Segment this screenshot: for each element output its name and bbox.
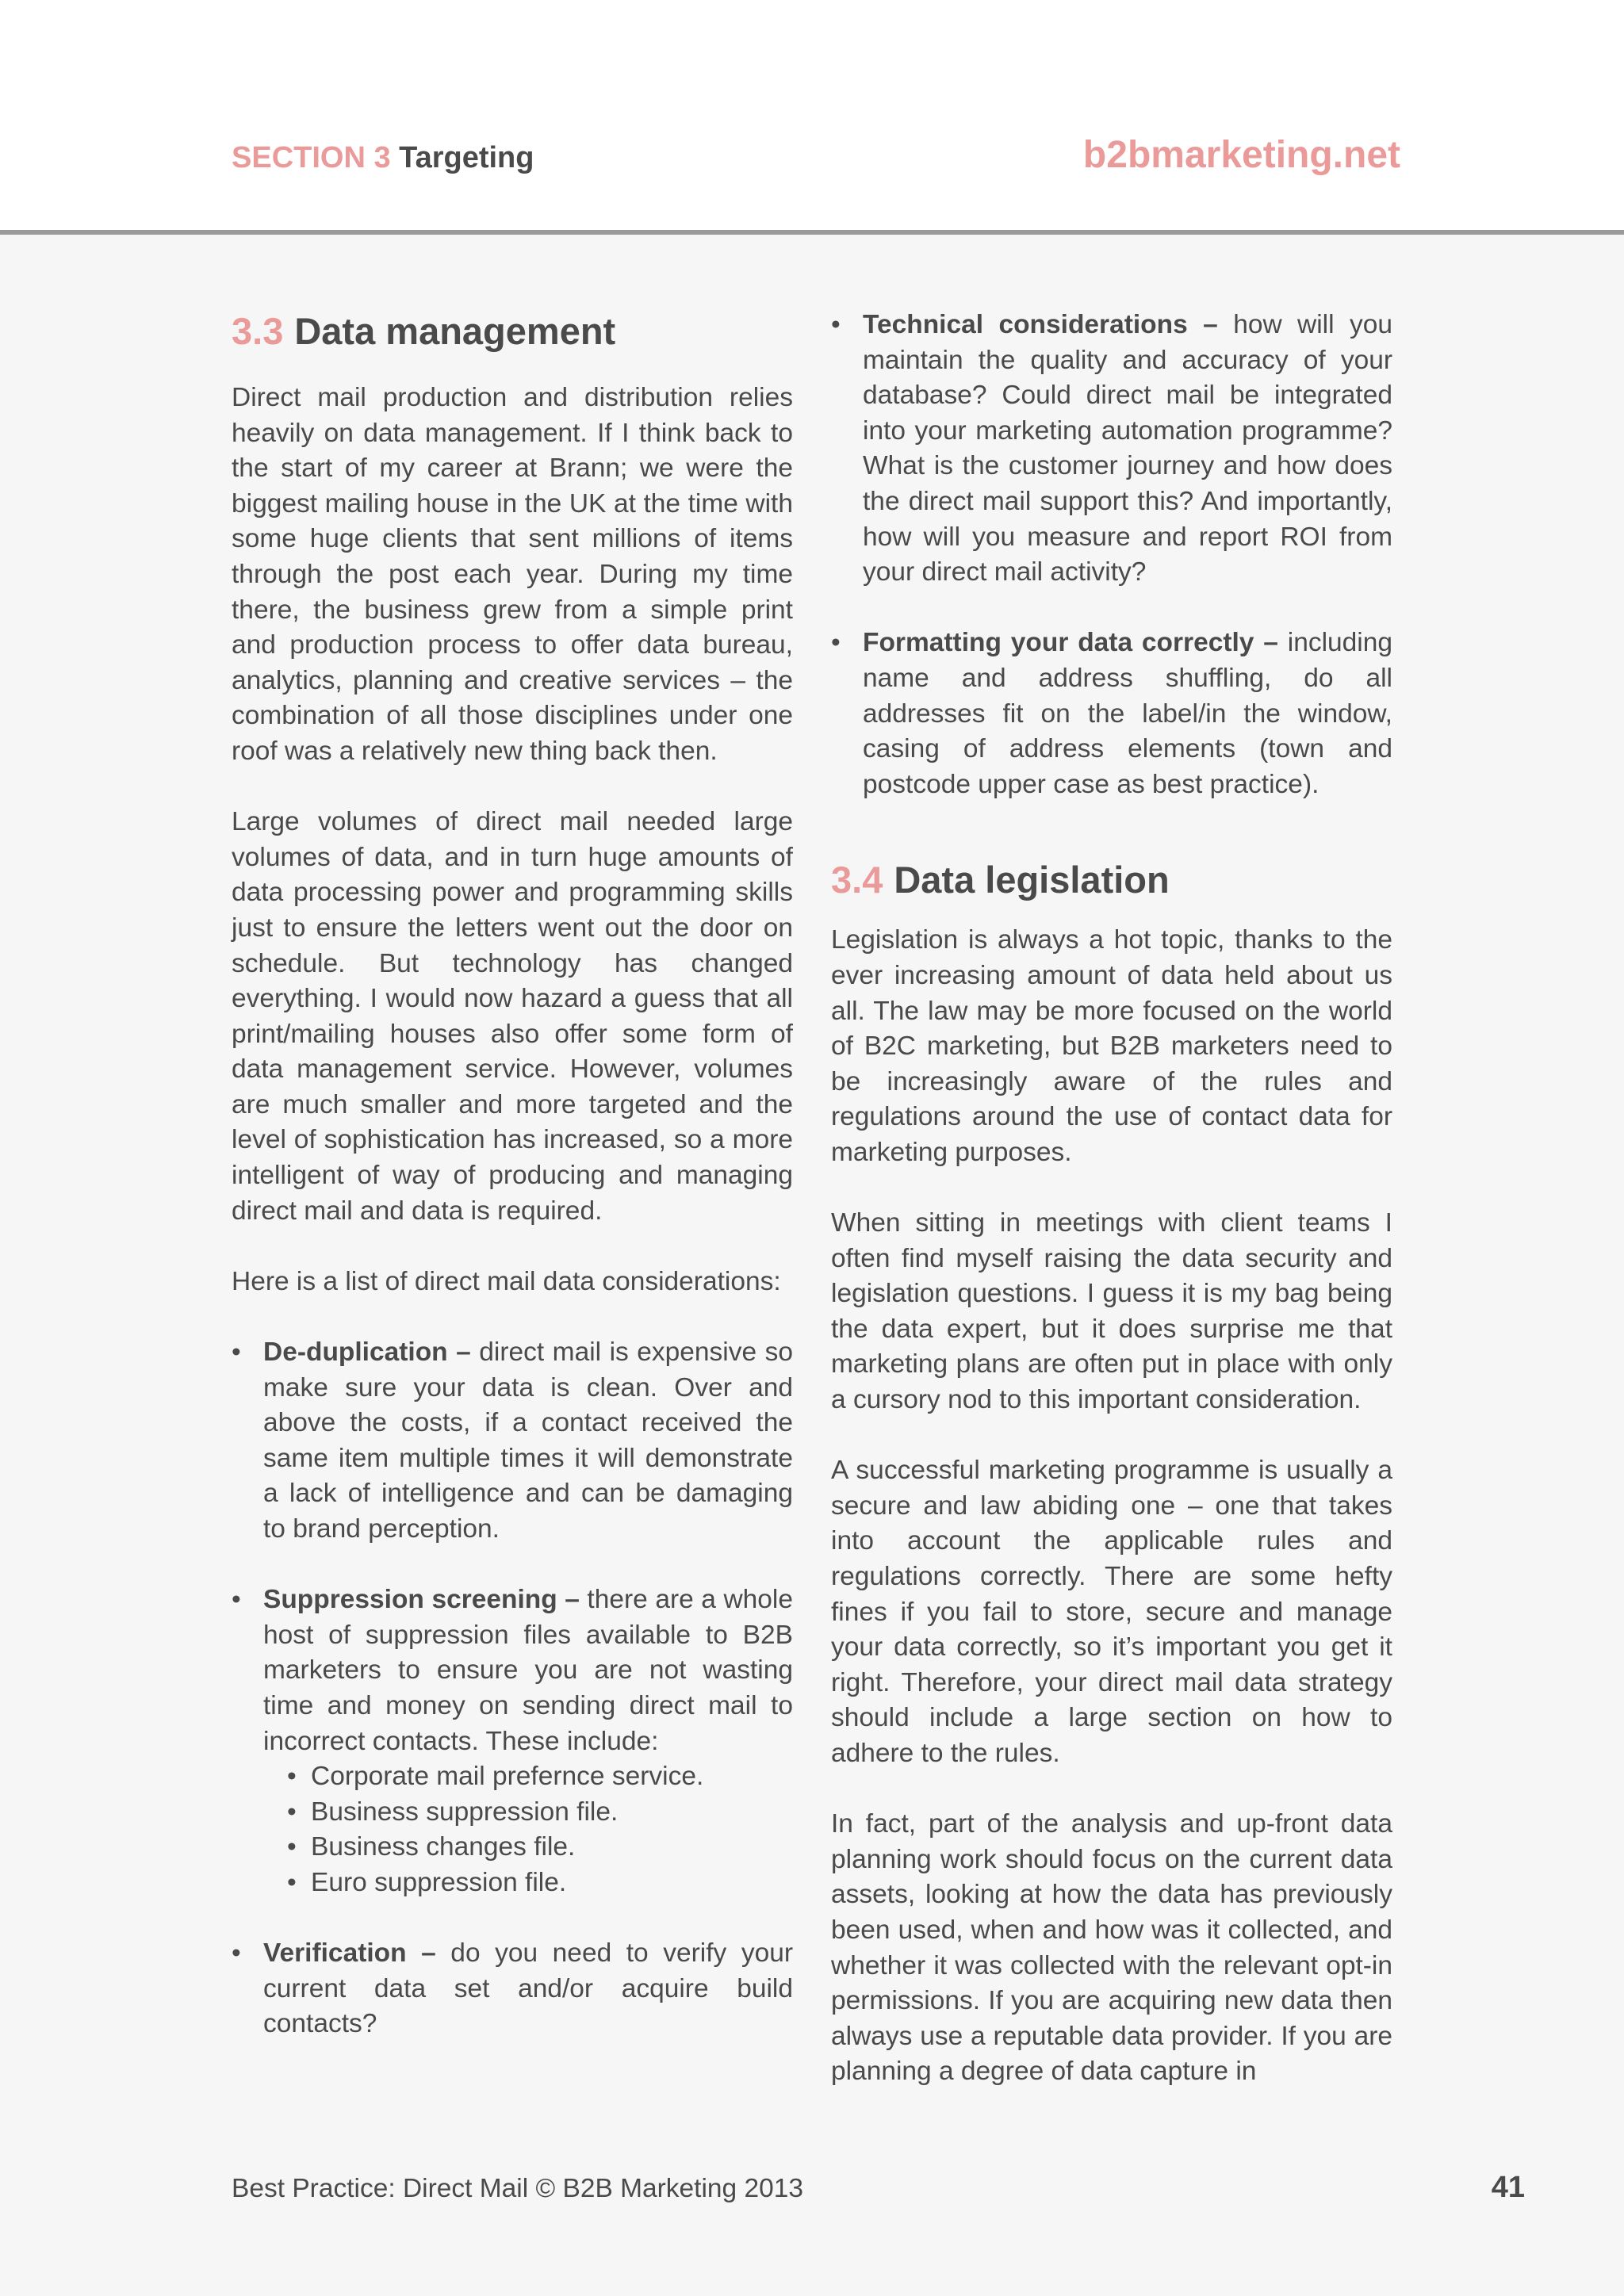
- sub-list-item: • Business suppression file.: [287, 1795, 793, 1831]
- item-title: Formatting your data correctly –: [863, 628, 1278, 658]
- site-name: b2bmarketing.net: [1082, 134, 1400, 176]
- heading-number: 3.4: [831, 859, 883, 901]
- item-text: how will you maintain the quality and accuracy of your database? Could direct mail be integrated into your marketing automation programme? What is the customer journey and how does the direct mail support this? And importantly, how will you measure and report ROI from your direct mail activity?: [863, 310, 1392, 587]
- item-text: do you need to verify your current data set and/or acquire build contacts?: [263, 1938, 793, 2039]
- paragraph: When sitting in meetings with client teams I often find myself raising the data security and legislation questions. I guess it is my bag being the data expert, but it does surprise me that marketing plans are often put in place with only a cursory nod to this important consideration.: [831, 1208, 1392, 1415]
- section-prefix: SECTION 3: [232, 141, 391, 174]
- sub-list-item: • Corporate mail prefernce service.: [287, 1759, 793, 1795]
- page-header: [0, 0, 1624, 235]
- considerations-list: [232, 1936, 793, 2042]
- paragraph: A successful marketing programme is usually a secure and law abiding one – one that takes into account the applicable rules and regulations correctly. There are some hefty fines if you fail to store, secure and manage your data correctly, so it’s important you get it right. Therefore, your direct mail data strategy should include a large section on how to adhere to the rules.: [831, 1456, 1392, 1768]
- item-title: Verification –: [263, 1938, 436, 1969]
- considerations-list: [232, 1582, 793, 1900]
- left-column: [232, 308, 793, 2042]
- sub-list-item: • Business changes file.: [287, 1830, 793, 1866]
- heading-3-3: [232, 308, 793, 355]
- heading-title: Data management: [294, 310, 616, 352]
- list-item: [232, 1582, 793, 1900]
- item-title: Technical considerations –: [863, 310, 1218, 339]
- list-item: [232, 1936, 793, 2042]
- item-text: including name and address shuffling, do all addresses fit on the label/in the window, casing of address elements (town and postcode upper case as best practice).: [863, 628, 1392, 799]
- list-item: [831, 308, 1392, 591]
- list-item: [232, 1335, 793, 1548]
- paragraph: In fact, part of the analysis and up-front data planning work should focus on the current data assets, looking at how the data has previously been used, when and how was it collected, and whether it was collected with the relevant opt-in permissions. If you are acquiring new data then always use a reputable data provider. If you are planning a degree of data capture in: [831, 1809, 1392, 2087]
- considerations-list: [831, 626, 1392, 802]
- heading-3-4: [831, 856, 1392, 904]
- page-number: 41: [1491, 2171, 1525, 2204]
- paragraph: Legislation is always a hot topic, thanks to the ever increasing amount of data held about us all. The law may be more focused on the world of B2C marketing, but B2B marketers need to be increasingly aware of the rules and regulations around the use of contact data for marketing purposes.: [831, 925, 1392, 1167]
- paragraph: Large volumes of direct mail needed large volumes of data, and in turn huge amounts of data processing power and programming skills just to ensure the letters went out the door on schedule. But technology has changed everything. I would now hazard a guess that all print/mailing houses also offer some form of data management service. However, volumes are much smaller and more targeted and the level of sophistication has increased, so a more intelligent of way of producing and managing direct mail and data is required.: [232, 807, 793, 1226]
- item-text: there are a whole host of suppression files available to B2B marketers to ensure you are not wasting time and money on sending direct mail to incorrect contacts. These include:: [263, 1585, 794, 1756]
- section-label: [232, 141, 534, 175]
- item-title: Suppression screening –: [263, 1585, 580, 1615]
- item-text: direct mail is expensive so make sure your data is clean. Over and above the costs, if a contact received the same item multiple times it will demonstrate a lack of intelligence and can be damaging to brand perception.: [263, 1337, 793, 1544]
- considerations-list: [831, 308, 1392, 591]
- paragraph: Direct mail production and distribution relies heavily on data management. If I think back to the start of my career at Brann; we were the biggest mailing house in the UK at the time with some huge clients that sent millions of items through the post each year. During my time there, the business grew from a simple print and production process to offer data bureau, analytics, planning and creative services – the combination of all those disciplines under one roof was a relatively new thing back then.: [232, 383, 793, 766]
- heading-number: 3.3: [232, 310, 284, 352]
- footer-copyright: Best Practice: Direct Mail © B2B Marketing 2013: [232, 2174, 804, 2203]
- suppression-files-list: [263, 1759, 793, 1900]
- section-title: Targeting: [399, 141, 534, 174]
- item-title: De-duplication –: [263, 1337, 471, 1368]
- paragraph: Here is a list of direct mail data considerations:: [232, 1266, 781, 1296]
- considerations-list: [232, 1335, 793, 1548]
- right-column: [831, 308, 1392, 2090]
- sub-list-item: • Euro suppression file.: [287, 1866, 793, 1901]
- list-item: [831, 626, 1392, 802]
- heading-title: Data legislation: [894, 859, 1170, 901]
